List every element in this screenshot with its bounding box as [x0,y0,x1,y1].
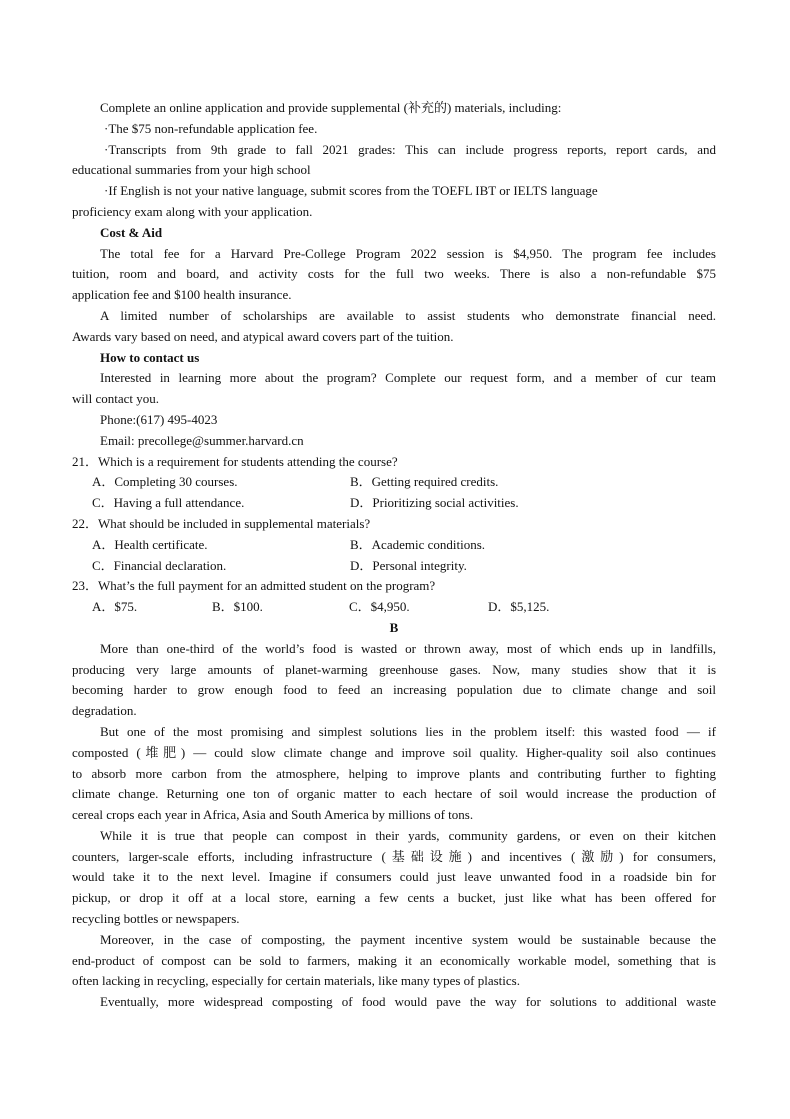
paragraph-line: producing very large amounts of planet-warming greenhouse gases. Now, many studies show that it is [72,661,716,677]
contact-heading: How to contact us [100,349,200,365]
bullet-transcripts-line2: educational summaries from your high school [72,162,311,178]
question-21-options-row1 [72,472,716,493]
paragraph-line: degradation. [72,703,137,719]
paragraph-line: counters, larger-scale efforts, including infrastructure (基础设施) and incentives (激励) for consumers, [72,848,716,864]
paragraph-line: composted (堆肥) — could slow climate change and improve soil quality. Higher-quality soil also continues [72,744,716,760]
contact-phone: Phone:(617) 495-4023 [100,411,218,427]
contact-paragraph-line2: will contact you. [72,391,160,407]
question-23-options-row [72,597,716,618]
question-21-option-d: D．Prioritizing social activities. [350,495,519,511]
cost-paragraph-line2: tuition, room and board, and activity costs for the full two weeks. There is also a non-refundable $75 [72,266,716,282]
contact-paragraph-line1: Interested in learning more about the program? Complete our request form, and a member of cur team [100,370,716,386]
question-21-options-row2 [72,493,716,514]
paragraph-line: recycling bottles or newspapers. [72,911,240,927]
cost-paragraph-line1: The total fee for a Harvard Pre-College Program 2022 session is $4,950. The program fee includes [100,245,716,261]
question-22-option-a: A．Health certificate. [92,536,208,552]
question-21-option-b: B．Getting required credits. [350,474,499,490]
question-21-option-a: A．Completing 30 courses. [92,474,238,490]
question-22-options-row2 [72,556,716,577]
section-b-paragraph-5 [72,992,716,1013]
paragraph-line: Eventually, more widespread composting of food would pave the way for solutions to additional waste [100,994,716,1010]
paragraph-line: Moreover, in the case of composting, the payment incentive system would be sustainable because the [100,931,716,947]
apply-intro: Complete an online application and provide supplemental (补充的) materials, including: [100,100,562,115]
question-22-option-b: B．Academic conditions. [350,536,486,552]
bullet-english-line1: ·If English is not your native language, submit scores from the TOEFL IBT or IELTS language [104,183,598,199]
paragraph-line: becoming harder to grow enough food to feed an increasing population due to climate change and soil [72,682,716,698]
paragraph-line: pickup, or drop it off at a local store, earning a few cents a bucket, just like what has been offered for [72,890,716,906]
paragraph-line: More than one-third of the world’s food is wasted or thrown away, most of which ends up in landfills, [100,640,716,656]
paragraph-line: end-product of compost can be sold to farmers, making it an economically workable model, something that is [72,952,716,968]
paragraph-line: While it is true that people can compost in their yards, community gardens, or even on their kitchen [100,827,716,843]
question-23-option-c: C．$4,950. [349,599,410,615]
question-22-stem: 22．What should be included in supplemental materials? [72,515,371,531]
section-b-paragraph-3 [72,826,716,930]
cost-aid-heading: Cost & Aid [100,224,163,240]
cost-paragraph-line3: application fee and $100 health insurance. [72,287,292,303]
section-b-paragraph-1 [72,639,716,722]
paragraph-line: would take it to the next level. Imagine if consumers could just leave unwanted food in a roadside bin for [72,869,716,885]
question-21-stem: 21．Which is a requirement for students attending the course? [72,453,398,469]
question-22-option-c: C．Financial declaration. [92,557,227,573]
question-23-option-d: D．$5,125. [488,599,550,615]
paragraph-line: often lacking in recycling, especially for certain materials, like many types of plastics. [72,973,520,989]
bullet-fee: ·The $75 non-refundable application fee. [104,120,318,136]
bullet-english-line2: proficiency exam along with your application. [72,203,313,219]
document-page [72,98,716,1013]
question-23-option-a: A．$75. [92,599,138,615]
bullet-transcripts-line1: ·Transcripts from 9th grade to fall 2021 grades: This can include progress reports, report cards, and [104,141,716,157]
question-23-option-b: B．$100. [212,599,263,615]
scholarship-line2: Awards vary based on need, and atypical award covers part of the tuition. [72,328,454,344]
paragraph-line: But one of the most promising and simplest solutions lies in the problem itself: this wasted food — if [100,723,716,739]
contact-email: Email: precollege@summer.harvard.cn [100,432,304,448]
section-b-heading: B [389,619,399,635]
scholarship-line1: A limited number of scholarships are available to assist students who demonstrate financial need. [100,307,716,323]
question-21-option-c: C．Having a full attendance. [92,495,245,511]
section-b-paragraph-4 [72,930,716,992]
paragraph-line: cereal crops each year in Africa, Asia and South America by millions of tons. [72,807,474,823]
paragraph-line: to absorb more carbon from the atmosphere, helping to improve plants and contributing further to fighting [72,765,716,781]
question-23-stem: 23．What’s the full payment for an admitted student on the program? [72,578,436,594]
section-b-paragraph-2 [72,722,716,826]
question-22-options-row1 [72,535,716,556]
question-22-option-d: D．Personal integrity. [350,557,467,573]
paragraph-line: climate change. Returning one ton of organic matter to each hectare of soil would increase the production of [72,786,716,802]
